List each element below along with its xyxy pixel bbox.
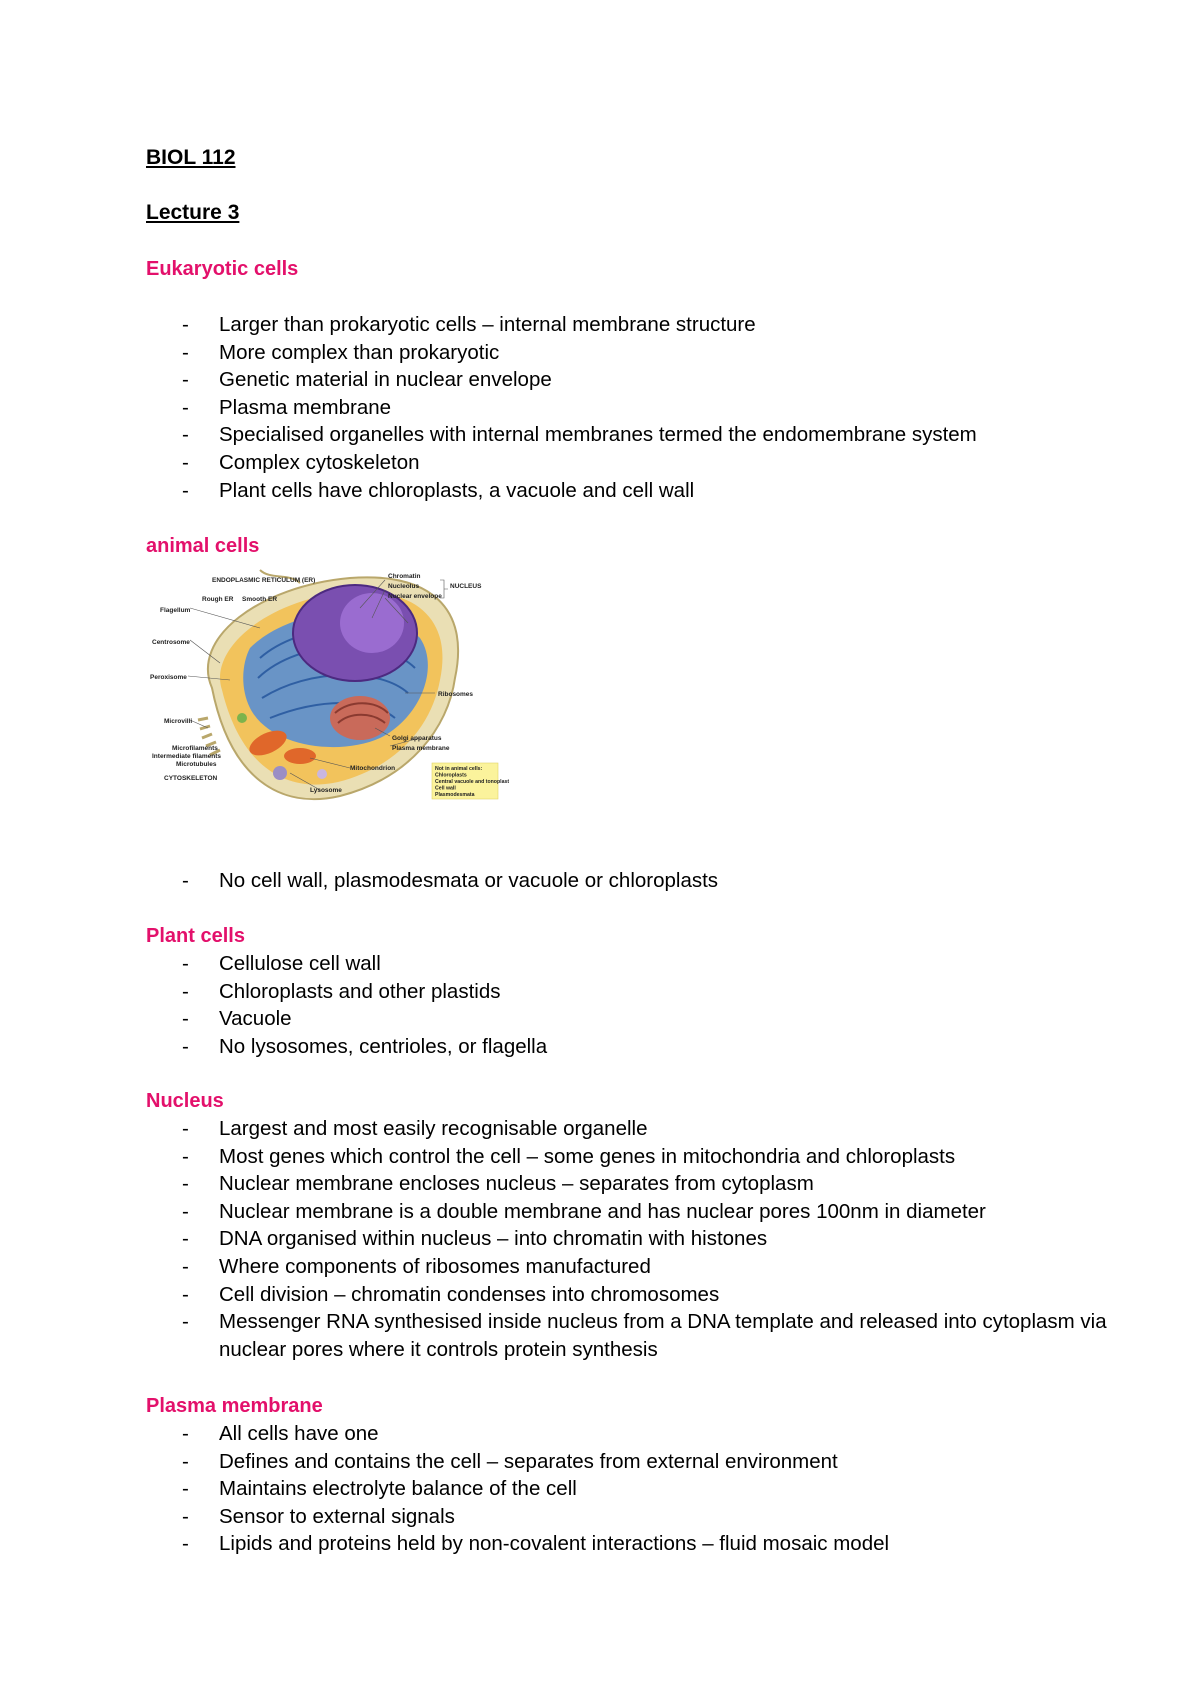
label-mitochondrion: Mitochondrion: [350, 765, 396, 772]
label-flagellum: Flagellum: [160, 607, 191, 614]
heading-plasma-membrane: Plasma membrane: [146, 1395, 323, 1417]
bullet-dash: -: [182, 1199, 189, 1223]
note-line: Cell wall: [435, 785, 456, 792]
list-eukaryotic: [146, 311, 977, 504]
label-golgi: Golgi apparatus: [392, 735, 442, 742]
animal-cell-diagram: [150, 568, 530, 826]
list-item: - Plant cells have chloroplasts, a vacuole and cell wall: [146, 477, 977, 505]
bullet-dash: -: [182, 1227, 189, 1251]
bullet-dash: -: [182, 1144, 189, 1168]
animal-cell-illustration: [150, 568, 530, 826]
list-item: - DNA organised within nucleus – into chromatin with histones: [146, 1225, 1119, 1253]
bullet-dash: -: [182, 1477, 189, 1501]
note-line: Central vacuole and tonoplast: [435, 779, 510, 785]
bullet-dash: -: [182, 368, 189, 392]
bullet-dash: -: [182, 1449, 189, 1473]
list-plant: [146, 950, 547, 1060]
bullet-dash: -: [182, 869, 189, 892]
list-item: - Cellulose cell wall: [146, 950, 547, 978]
list-item: - Chloroplasts and other plastids: [146, 978, 547, 1006]
bullet-dash: -: [182, 478, 189, 502]
label-centrosome: Centrosome: [152, 639, 190, 646]
label-plasma-membrane: Plasma membrane: [392, 745, 450, 752]
bullet-dash: -: [182, 1034, 189, 1058]
lysosome-shape: [273, 766, 287, 780]
bullet-dash: -: [182, 979, 189, 1003]
bullet-dash: -: [182, 395, 189, 419]
label-cytoskeleton: CYTOSKELETON: [164, 775, 218, 782]
heading-nucleus: Nucleus: [146, 1090, 224, 1112]
list-item: - Most genes which control the cell – some genes in mitochondria and chloroplasts: [146, 1143, 1119, 1171]
list-item: - Specialised organelles with internal membranes termed the endomembrane system: [146, 421, 977, 449]
list-item: - Nuclear membrane encloses nucleus – separates from cytoplasm: [146, 1170, 1119, 1198]
bullet-dash: -: [182, 313, 189, 336]
bullet-dash: -: [182, 1310, 189, 1334]
label-lysosome: Lysosome: [310, 787, 342, 794]
label-rough-er: Rough ER: [202, 596, 234, 603]
course-title: BIOL 112: [146, 146, 236, 169]
list-item: - Vacuole: [146, 1005, 547, 1033]
list-item: - Complex cytoskeleton: [146, 449, 977, 477]
list-plasma-membrane: [146, 1420, 889, 1558]
list-item: - More complex than prokaryotic: [146, 339, 977, 367]
list-item: - Cell division – chromatin condenses into chromosomes: [146, 1281, 1119, 1309]
list-item: - Maintains electrolyte balance of the cell: [146, 1475, 889, 1503]
label-chromatin: Chromatin: [388, 573, 421, 580]
list-item: - Messenger RNA synthesised inside nucleus from a DNA template and released into cytoplasm via nuclear pores where it controls protein synthesis: [182, 1310, 1107, 1361]
label-ribosomes: Ribosomes: [438, 691, 474, 698]
heading-animal: animal cells: [146, 535, 260, 557]
note-line: Plasmodesmata: [435, 792, 475, 798]
list-item: - Defines and contains the cell – separates from external environment: [146, 1448, 889, 1476]
list-item: - Sensor to external signals: [146, 1503, 889, 1531]
note-line: Not in animal cells:: [435, 766, 483, 772]
note-line: Chloroplasts: [435, 772, 467, 779]
list-animal: [146, 867, 718, 895]
label-microfilaments: Microfilaments: [172, 745, 218, 752]
list-item: - No lysosomes, centrioles, or flagella: [146, 1033, 547, 1061]
list-item: - Plasma membrane: [146, 394, 977, 422]
heading-eukaryotic: Eukaryotic cells: [146, 258, 299, 280]
bullet-dash: -: [182, 1422, 189, 1445]
label-smooth-er: Smooth ER: [242, 596, 278, 603]
mitochondrion-shape: [284, 748, 316, 764]
list-item: - Largest and most easily recognisable organelle: [146, 1115, 1119, 1143]
label-nuclear-envelope: Nuclear envelope: [388, 593, 442, 600]
label-intermediate-filaments: Intermediate filaments: [152, 753, 221, 760]
bullet-dash: -: [182, 1504, 189, 1528]
bullet-dash: -: [182, 1532, 189, 1556]
bullet-dash: -: [182, 952, 189, 975]
label-er: ENDOPLASMIC RETICULUM (ER): [212, 577, 316, 584]
bullet-dash: -: [182, 1254, 189, 1278]
label-microtubules: Microtubules: [176, 761, 217, 768]
list-item: - Genetic material in nuclear envelope: [146, 366, 977, 394]
list-item: - Lipids and proteins held by non-covalent interactions – fluid mosaic model: [146, 1530, 889, 1558]
vesicle-shape: [237, 713, 247, 723]
bullet-dash: -: [182, 1117, 189, 1140]
bullet-dash: -: [182, 1172, 189, 1196]
label-microvilli: Microvilli: [164, 718, 193, 725]
list-item: - All cells have one: [146, 1420, 889, 1448]
label-nucleolus: Nucleolus: [388, 583, 420, 590]
list-item: - No cell wall, plasmodesmata or vacuole or chloroplasts: [146, 867, 718, 895]
label-nucleus: NUCLEUS: [450, 583, 482, 590]
bullet-dash: -: [182, 1007, 189, 1031]
bullet-dash: -: [182, 1282, 189, 1306]
lecture-title: Lecture 3: [146, 201, 240, 224]
nucleolus-shape: [340, 593, 404, 653]
label-peroxisome: Peroxisome: [150, 674, 187, 681]
list-nucleus: [146, 1115, 1119, 1363]
list-item: - Where components of ribosomes manufactured: [146, 1253, 1119, 1281]
list-item: - Nuclear membrane is a double membrane and has nuclear pores 100nm in diameter: [146, 1198, 1119, 1226]
bullet-dash: -: [182, 423, 189, 447]
bullet-dash: -: [182, 450, 189, 474]
vesicle-shape: [317, 769, 327, 779]
bullet-dash: -: [182, 340, 189, 364]
list-item: - Larger than prokaryotic cells – internal membrane structure: [146, 311, 977, 339]
heading-plant: Plant cells: [146, 925, 245, 947]
